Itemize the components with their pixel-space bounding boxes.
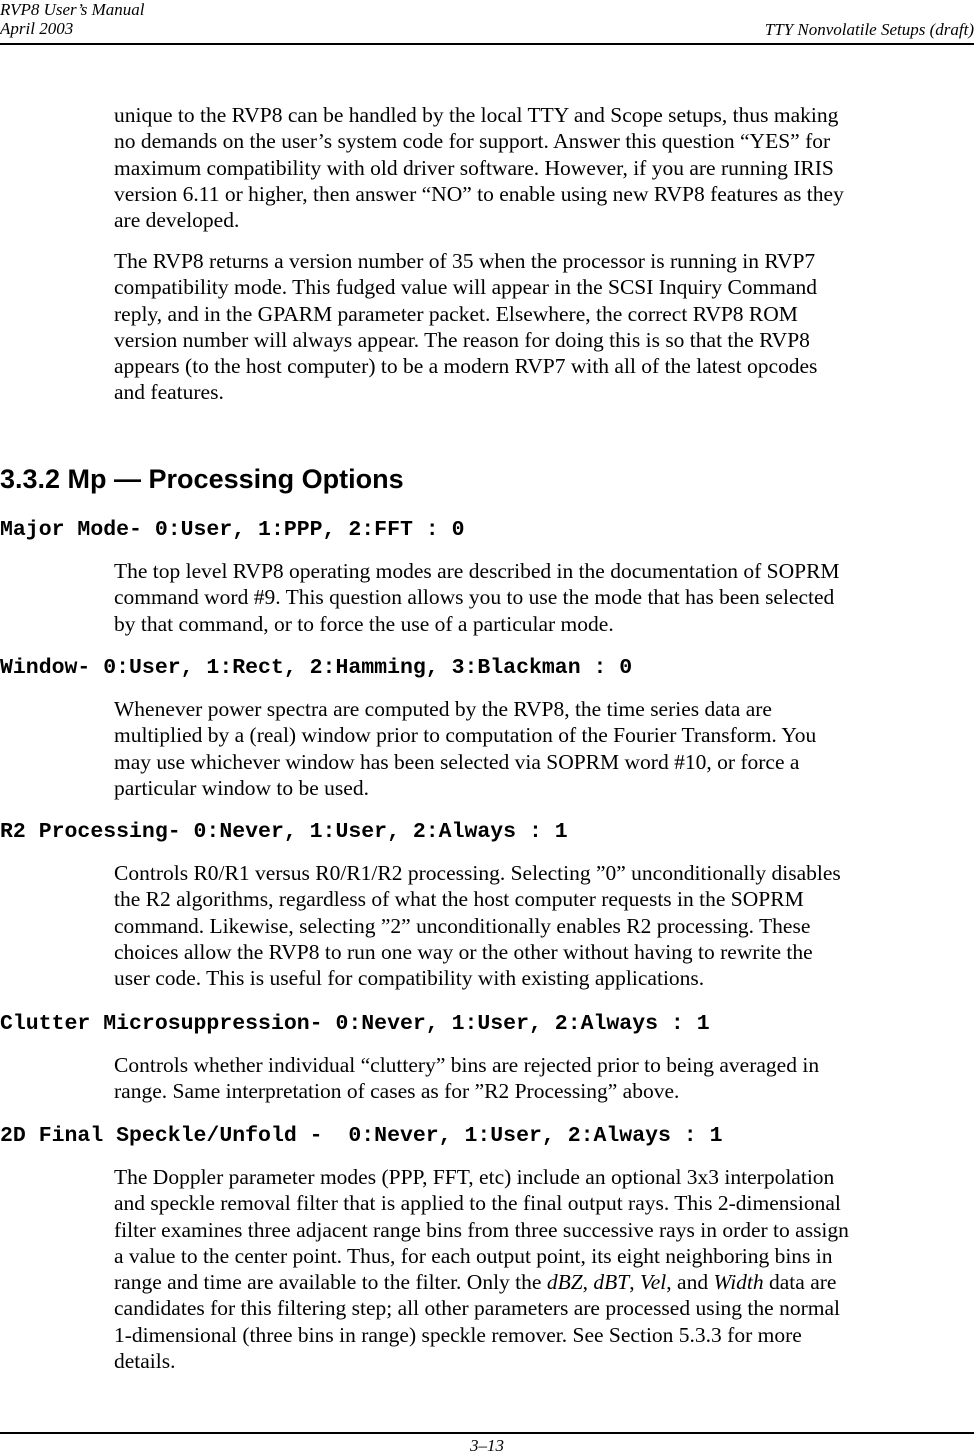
text-line: range. Same interpretation of cases as for ”R2 Processing” above. — [114, 1079, 680, 1104]
text-segment: , and — [666, 1270, 714, 1295]
question-description-major-mode — [114, 558, 970, 637]
text-line: reply, and in the GPARM parameter packet. Elsewhere, the correct RVP8 ROM — [114, 301, 798, 326]
text-line: command word #9. This question allows you to use the mode that has been selected — [114, 585, 835, 610]
text-line: multiplied by a (real) window prior to computation of the Fourier Transform. You — [114, 723, 817, 748]
text-line: candidates for this filtering step; all other parameters are processed using the normal — [114, 1296, 840, 1321]
text-line: a value to the center point. Thus, for each output point, its eight neighboring bins in — [114, 1243, 833, 1268]
text-line: version 6.11 or higher, then answer “NO” to enable using new RVP8 features as they — [114, 181, 844, 206]
text-line: particular window to be used. — [114, 775, 369, 800]
text-line: and speckle removal filter that is applied to the final output rays. This 2-dimensional — [114, 1191, 841, 1216]
intro-paragraph-1 — [114, 102, 970, 233]
page-header — [0, 0, 974, 46]
question-description-window — [114, 696, 970, 801]
text-line: and features. — [114, 380, 224, 405]
text-line: The top level RVP8 operating modes are described in the documentation of SOPRM — [114, 559, 840, 583]
text-segment: range and time are available to the filter. Only the — [114, 1270, 547, 1295]
question-description-speckle-unfold — [114, 1164, 970, 1374]
text-line: Whenever power spectra are computed by the RVP8, the time series data are — [114, 697, 772, 721]
param-width: Width — [713, 1270, 764, 1295]
page-number: 3–13 — [470, 1436, 504, 1455]
text-line: appears (to the host computer) to be a modern RVP7 with all of the latest opcodes — [114, 354, 818, 379]
text-segment: , — [582, 1270, 594, 1295]
intro-paragraph-2 — [114, 248, 970, 406]
text-line: the R2 algorithms, regardless of what the host computer requests in the SOPRM — [114, 887, 804, 912]
header-rule — [0, 43, 974, 45]
question-prompt-major-mode: Major Mode- 0:User, 1:PPP, 2:FFT : 0 — [0, 518, 465, 542]
text-line: version number will always appear. The reason for doing this is so that the RVP8 — [114, 327, 810, 352]
question-prompt-r2-processing: R2 Processing- 0:Never, 1:User, 2:Always : 1 — [0, 820, 568, 844]
text-line: by that command, or to force the use of a particular mode. — [114, 611, 614, 636]
text-line: details. — [114, 1349, 176, 1374]
text-line: Controls R0/R1 versus R0/R1/R2 processing. Selecting ”0” unconditionally disables — [114, 861, 841, 885]
text-line: 1-dimensional (three bins in range) speckle remover. See Section 5.3.3 for more — [114, 1322, 802, 1347]
text-line: maximum compatibility with old driver software. However, if you are running IRIS — [114, 155, 834, 180]
header-date: April 2003 — [0, 19, 74, 38]
chapter-title: TTY Nonvolatile Setups (draft) — [764, 20, 974, 39]
question-description-clutter-microsuppression — [114, 1052, 970, 1105]
text-line-with-italics — [114, 1269, 970, 1295]
text-line: The Doppler parameter modes (PPP, FFT, etc) include an optional 3x3 interpolation — [114, 1165, 835, 1189]
text-line: are developed. — [114, 208, 240, 233]
text-line: command. Likewise, selecting ”2” unconditionally enables R2 processing. These — [114, 913, 811, 938]
footer-rule — [0, 1432, 974, 1434]
text-line: unique to the RVP8 can be handled by the local TTY and Scope setups, thus making — [114, 103, 839, 127]
param-dbt: dBT — [593, 1270, 630, 1295]
question-prompt-window: Window- 0:User, 1:Rect, 2:Hamming, 3:Blackman : 0 — [0, 656, 633, 680]
text-line: choices allow the RVP8 to run one way or the other without having to rewrite the — [114, 939, 813, 964]
text-line: filter examines three adjacent range bins from three successive rays in order to assign — [114, 1217, 849, 1242]
text-line: user code. This is useful for compatibility with existing applications. — [114, 966, 705, 991]
text-segment: , — [629, 1270, 641, 1295]
param-dbz: dBZ — [546, 1270, 583, 1295]
header-left — [0, 0, 145, 38]
manual-title: RVP8 User’s Manual — [0, 0, 145, 19]
question-prompt-speckle-unfold: 2D Final Speckle/Unfold - 0:Never, 1:User, 2:Always : 1 — [0, 1124, 723, 1148]
text-line: may use whichever window has been selected via SOPRM word #10, or force a — [114, 749, 800, 774]
text-segment: data are — [763, 1270, 837, 1295]
question-description-r2-processing — [114, 860, 970, 991]
param-vel: Vel — [640, 1270, 667, 1295]
question-prompt-clutter-microsuppression: Clutter Microsuppression- 0:Never, 1:User, 2:Always : 1 — [0, 1012, 710, 1036]
text-line: Controls whether individual “cluttery” bins are rejected prior to being averaged in — [114, 1053, 820, 1077]
text-line: no demands on the user’s system code for support. Answer this question “YES” for — [114, 129, 831, 154]
section-heading: 3.3.2 Mp — Processing Options — [0, 464, 404, 494]
text-line: compatibility mode. This fudged value will appear in the SCSI Inquiry Command — [114, 275, 818, 300]
text-line: The RVP8 returns a version number of 35 when the processor is running in RVP7 — [114, 249, 816, 273]
